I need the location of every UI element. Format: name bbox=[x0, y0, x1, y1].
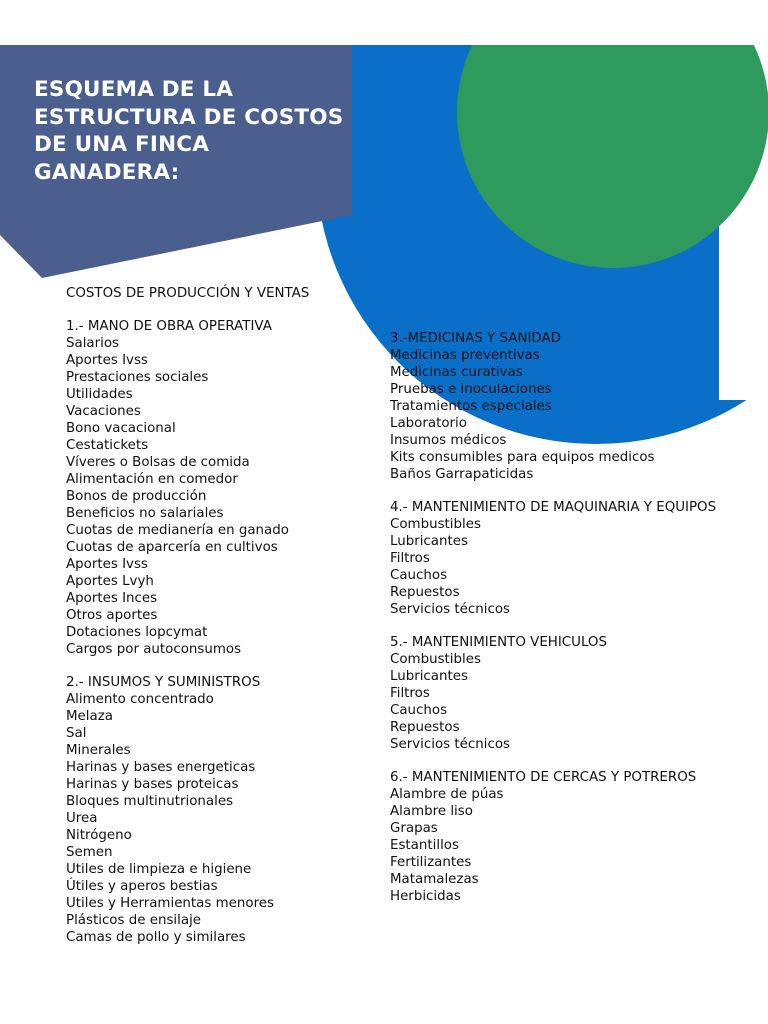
list-item: Víveres o Bolsas de comida bbox=[66, 455, 250, 470]
list-item: Fertilizantes bbox=[390, 855, 472, 870]
list-item: Salarios bbox=[66, 336, 120, 351]
title-line: GANADERA: bbox=[34, 159, 180, 185]
list-item: Cuotas de medianería en ganado bbox=[66, 523, 289, 538]
list-item: Herbicidas bbox=[390, 889, 461, 904]
list-item: Repuestos bbox=[390, 720, 460, 735]
title-line: ESQUEMA DE LA bbox=[34, 77, 234, 102]
list-item: Semen bbox=[66, 845, 113, 860]
list-item: Repuestos bbox=[390, 585, 460, 600]
title-line: ESTRUCTURA DE COSTOS bbox=[34, 104, 344, 130]
list-item: Vacaciones bbox=[66, 404, 141, 419]
list-item: Cauchos bbox=[390, 703, 448, 718]
list-item: Combustibles bbox=[390, 652, 481, 667]
list-item: Otros aportes bbox=[66, 608, 158, 623]
list-item: Cauchos bbox=[390, 568, 448, 583]
list-item: Beneficios no salariales bbox=[66, 506, 224, 521]
list-item: Alambre liso bbox=[390, 804, 473, 819]
list-item: Nitrógeno bbox=[66, 828, 132, 843]
section-title: 1.- MANO DE OBRA OPERATIVA bbox=[66, 319, 272, 334]
list-item: Bono vacacional bbox=[66, 421, 176, 436]
list-item: Prestaciones sociales bbox=[66, 370, 209, 385]
list-item: Camas de pollo y similares bbox=[66, 930, 246, 945]
list-item: Aportes Lvyh bbox=[66, 574, 154, 589]
list-item: Grapas bbox=[390, 821, 438, 836]
list-item: Bloques multinutrionales bbox=[66, 794, 234, 809]
list-item: Insumos médicos bbox=[390, 433, 507, 448]
section-title: 4.- MANTENIMIENTO DE MAQUINARIA Y EQUIPOS bbox=[390, 500, 717, 515]
section-item-list bbox=[390, 786, 720, 905]
list-item: Servicios técnicos bbox=[390, 737, 510, 752]
section-item-list bbox=[390, 651, 720, 753]
section-insumos bbox=[66, 674, 386, 946]
list-item: Dotaciones lopcymat bbox=[66, 625, 208, 640]
list-item: Filtros bbox=[390, 686, 430, 701]
list-item: Cargos por autoconsumos bbox=[66, 642, 242, 657]
section-item-list bbox=[66, 691, 386, 946]
list-item: Matamalezas bbox=[390, 872, 479, 887]
page-top-margin-2 bbox=[0, 0, 768, 45]
section-medicinas bbox=[390, 330, 720, 483]
list-item: Aportes Ivss bbox=[66, 557, 148, 572]
list-item: Utilidades bbox=[66, 387, 133, 402]
list-item: Lubricantes bbox=[390, 669, 468, 684]
list-item: Estantillos bbox=[390, 838, 459, 853]
list-item: Harinas y bases proteicas bbox=[66, 777, 239, 792]
list-item: Utiles de limpieza e higiene bbox=[66, 862, 252, 877]
list-item: Medicinas curativas bbox=[390, 365, 523, 380]
title-line: DE UNA FINCA bbox=[34, 132, 210, 157]
list-item: Utiles y Herramientas menores bbox=[66, 896, 274, 911]
list-item: Kits consumibles para equipos medicos bbox=[390, 450, 655, 465]
section-title: 2.- INSUMOS Y SUMINISTROS bbox=[66, 675, 261, 690]
section-title: 5.- MANTENIMIENTO VEHICULOS bbox=[390, 635, 607, 650]
section-title: 6.- MANTENIMIENTO DE CERCAS Y POTREROS bbox=[390, 770, 697, 785]
list-item: Alimentación en comedor bbox=[66, 472, 238, 487]
left-column bbox=[66, 285, 386, 962]
list-item: Plásticos de ensilaje bbox=[66, 913, 202, 928]
list-item: Minerales bbox=[66, 743, 131, 758]
section-mano-de-obra bbox=[66, 318, 386, 658]
list-item: Sal bbox=[66, 726, 87, 741]
section-mant-cercas bbox=[390, 769, 720, 905]
list-item: Aportes Ivss bbox=[66, 353, 148, 368]
section-item-list bbox=[390, 516, 720, 618]
section-item-list bbox=[390, 347, 720, 483]
section-item-list bbox=[66, 335, 386, 658]
list-item: Servicios técnicos bbox=[390, 602, 510, 617]
main-heading: COSTOS DE PRODUCCIÓN Y VENTAS bbox=[66, 286, 310, 301]
list-item: Melaza bbox=[66, 709, 113, 724]
list-item: Bonos de producción bbox=[66, 489, 207, 504]
list-item: Útiles y aperos bestias bbox=[66, 879, 218, 894]
list-item: Combustibles bbox=[390, 517, 481, 532]
list-item: Harinas y bases energeticas bbox=[66, 760, 256, 775]
list-item: Cestatickets bbox=[66, 438, 149, 453]
list-item: Filtros bbox=[390, 551, 430, 566]
list-item: Laboratorio bbox=[390, 416, 467, 431]
list-item: Tratamientos especiales bbox=[390, 399, 552, 414]
list-item: Cuotas de aparcería en cultivos bbox=[66, 540, 278, 555]
section-title: 3.-MEDICINAS Y SANIDAD bbox=[390, 331, 561, 346]
list-item: Alambre de púas bbox=[390, 787, 504, 802]
list-item: Urea bbox=[66, 811, 98, 826]
list-item: Pruebas e inoculaciones bbox=[390, 382, 552, 397]
section-mant-maquinaria bbox=[390, 499, 720, 618]
list-item: Medicinas preventivas bbox=[390, 348, 540, 363]
list-item: Alimento concentrado bbox=[66, 692, 214, 707]
page-title bbox=[34, 76, 354, 186]
right-column bbox=[390, 330, 720, 921]
list-item: Baños Garrapaticidas bbox=[390, 467, 534, 482]
list-item: Aportes Inces bbox=[66, 591, 158, 606]
list-item: Lubricantes bbox=[390, 534, 468, 549]
section-mant-vehiculos bbox=[390, 634, 720, 753]
